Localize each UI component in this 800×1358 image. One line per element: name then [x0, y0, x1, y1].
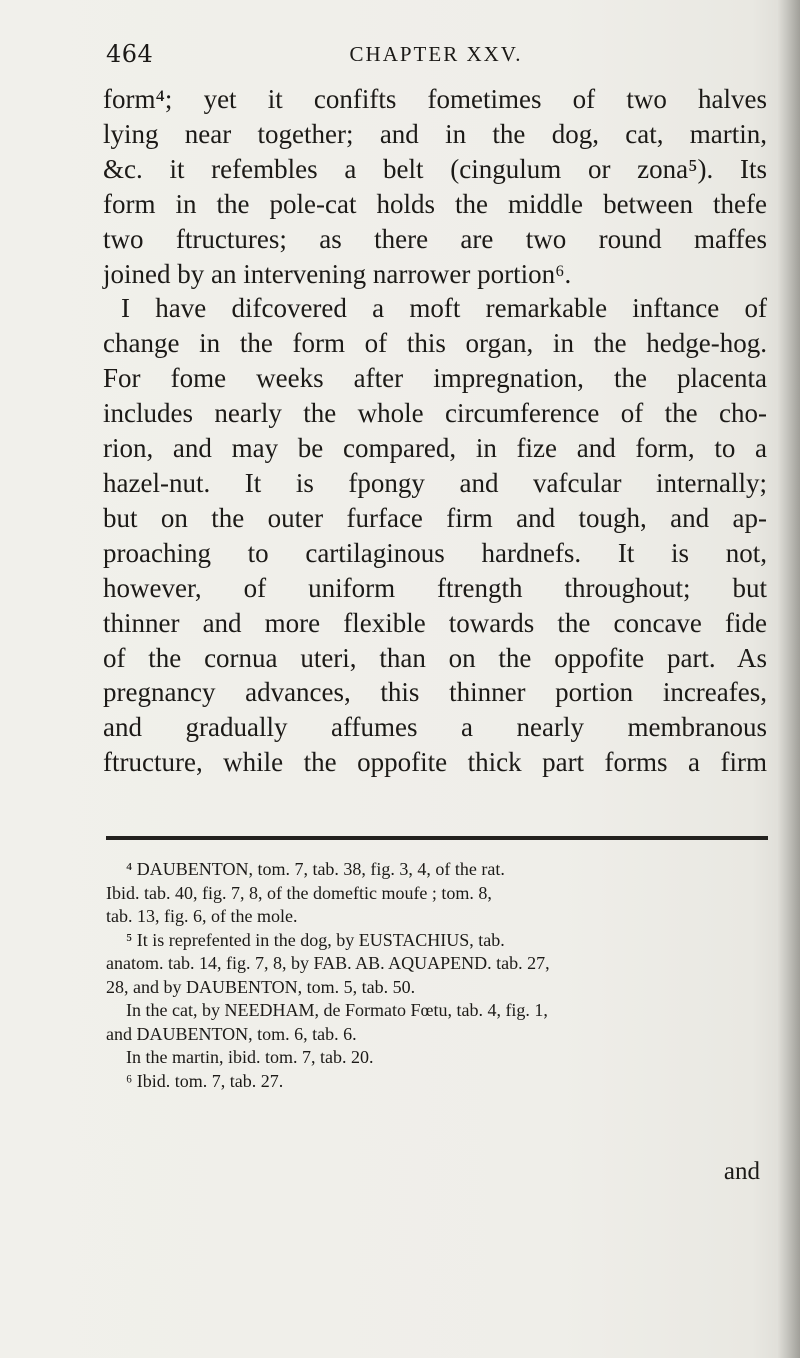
text-line: joined by an intervening narrower portion⁶.: [103, 258, 572, 289]
footnote-divider: [106, 836, 768, 840]
page-header: [106, 40, 766, 80]
text-line: includes nearly the whole circumference of the cho-: [103, 398, 767, 429]
text-line: form⁴; yet it confifts fometimes of two halves: [103, 84, 767, 114]
footnote-line: ⁴ DAUBENTON, tom. 7, tab. 38, fig. 3, 4, of the rat.: [126, 859, 505, 879]
catchword: and: [723, 1158, 760, 1185]
text-line: ftructure, while the oppofite thick part forms a firm: [103, 747, 767, 778]
text-line: however, of uniform ftrength throughout; but: [103, 572, 767, 603]
footnote-line: In the cat, by NEEDHAM, de Formato Fœtu, tab. 4, fig. 1,: [126, 1000, 548, 1020]
text-line: lying near together; and in the dog, cat, martin,: [103, 118, 767, 149]
text-line: but on the outer furface firm and tough, and ap-: [103, 502, 767, 533]
footnotes: [106, 858, 768, 1093]
text-line: hazel-nut. It is fpongy and vafcular internally;: [103, 467, 767, 498]
text-line: &c. it refembles a belt (cingulum or zona⁵). Its: [103, 153, 767, 184]
footnote-line: 28, and by DAUBENTON, tom. 5, tab. 50.: [106, 976, 416, 997]
page-edge: [778, 0, 800, 1358]
text-line: pregnancy advances, this thinner portion increafes,: [103, 677, 767, 708]
text-line: change in the form of this organ, in the hedge-hog.: [103, 328, 767, 359]
text-line: and gradually affumes a nearly membranous: [103, 712, 767, 743]
running-head: CHAPTER XXV.: [349, 42, 523, 66]
footnote-line: ⁶ Ibid. tom. 7, tab. 27.: [126, 1070, 284, 1091]
footnote-line: and DAUBENTON, tom. 6, tab. 6.: [106, 1023, 357, 1044]
text-line: proaching to cartilaginous hardnefs. It is not,: [103, 537, 767, 568]
text-line: For fome weeks after impregnation, the placenta: [103, 363, 767, 394]
text-line: thinner and more flexible towards the concave fide: [103, 607, 767, 638]
page-number: 464: [106, 40, 154, 68]
text-line: form in the pole-cat holds the middle between thefe: [103, 188, 767, 219]
footnote-line: Ibid. tab. 40, fig. 7, 8, of the domeftic moufe ; tom. 8,: [106, 882, 492, 903]
main-text: [103, 82, 767, 780]
text-line: of the cornua uteri, than on the oppofite part. As: [103, 642, 767, 673]
text-line: two ftructures; as there are two round maffes: [103, 223, 767, 254]
footnote-line: anatom. tab. 14, fig. 7, 8, by FAB. AB. AQUAPEND. tab. 27,: [106, 953, 550, 973]
text-line: I have difcovered a moft remarkable inftance of: [121, 293, 767, 324]
footnote-line: In the martin, ibid. tom. 7, tab. 20.: [126, 1047, 374, 1067]
text-line: rion, and may be compared, in fize and form, to a: [103, 433, 767, 464]
footnote-line: ⁵ It is reprefented in the dog, by EUSTACHIUS, tab.: [126, 929, 505, 950]
footnote-line: tab. 13, fig. 6, of the mole.: [106, 906, 298, 926]
